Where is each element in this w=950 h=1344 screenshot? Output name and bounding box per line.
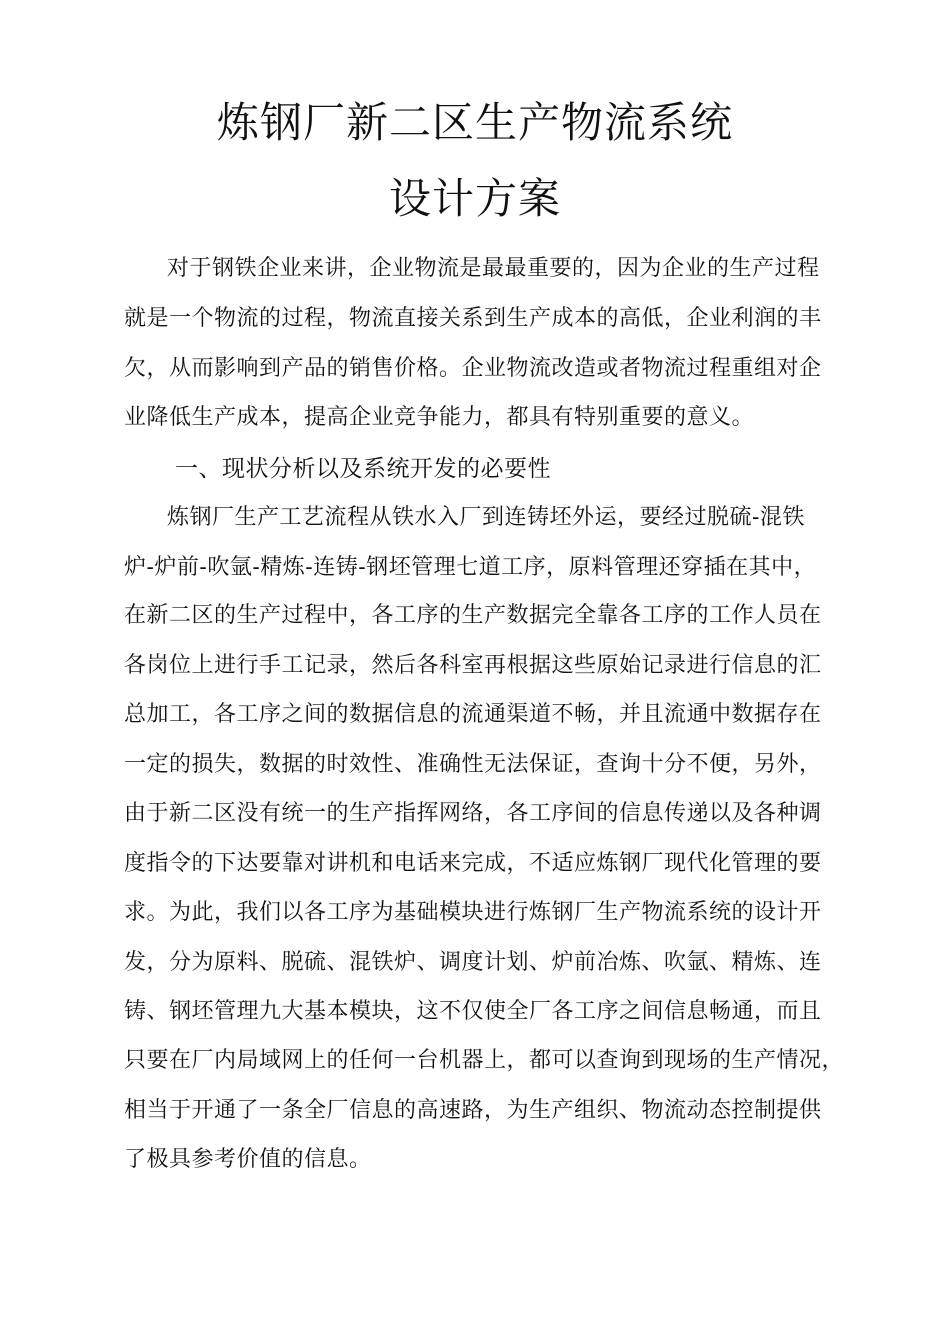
paragraph-line: 炉-炉前-吹氩-精炼-连铸-钢坯管理七道工序，原料管理还穿插在其中，: [124, 555, 817, 580]
paragraph-line: 了极具参考价值的信息。: [124, 1147, 372, 1172]
document-subtitle: 设计方案: [388, 174, 561, 223]
section-heading: 一、现状分析以及系统开发的必要性: [175, 456, 551, 482]
paragraph-line: 相当于开通了一条全厂信息的高速路，为生产组织、物流动态控制提供: [124, 1098, 822, 1123]
paragraph-line: 度指令的下达要靠对讲机和电话来完成，不适应炼钢厂现代化管理的要: [124, 851, 822, 876]
document-title: 炼钢厂新二区生产物流系统: [216, 98, 733, 147]
paragraph-line: 炼钢厂生产工艺流程从铁水入厂到连铸坯外运，要经过脱硫-混铁: [167, 505, 805, 530]
paragraph-line: 各岗位上进行手工记录，然后各科室再根据这些原始记录进行信息的汇: [124, 653, 822, 678]
paragraph-line: 发，分为原料、脱硫、混铁炉、调度计划、炉前冶炼、吹氩、精炼、连: [124, 950, 822, 975]
paragraph-line: 就是一个物流的过程，物流直接关系到生产成本的高低，企业利润的丰: [124, 306, 822, 331]
paragraph-line: 铸、钢坯管理九大基本模块，这不仅使全厂各工序之间信息畅通，而且: [124, 999, 822, 1024]
paragraph-line: 在新二区的生产过程中，各工序的生产数据完全靠各工序的工作人员在: [124, 603, 822, 628]
paragraph-line: 求。为此，我们以各工序为基础模块进行炼钢厂生产物流系统的设计开: [124, 900, 822, 925]
paragraph-line: 欠，从而影响到产品的销售价格。企业物流改造或者物流过程重组对企: [124, 356, 822, 381]
paragraph-line: 对于钢铁企业来讲，企业物流是最最重要的，因为企业的生产过程: [167, 256, 820, 281]
paragraph-line: 由于新二区没有统一的生产指挥网络，各工序间的信息传递以及各种调: [124, 801, 822, 826]
paragraph-line: 一定的损失，数据的时效性、准确性无法保证，查询十分不便，另外，: [124, 752, 822, 777]
paragraph-line: 业降低生产成本，提高企业竞争能力，都具有特别重要的意义。: [124, 405, 755, 430]
paragraph-line: 只要在厂内局域网上的任何一台机器上，都可以查询到现场的生产情况，: [124, 1048, 845, 1073]
paragraph-line: 总加工，各工序之间的数据信息的流通渠道不畅，并且流通中数据存在: [124, 702, 822, 727]
